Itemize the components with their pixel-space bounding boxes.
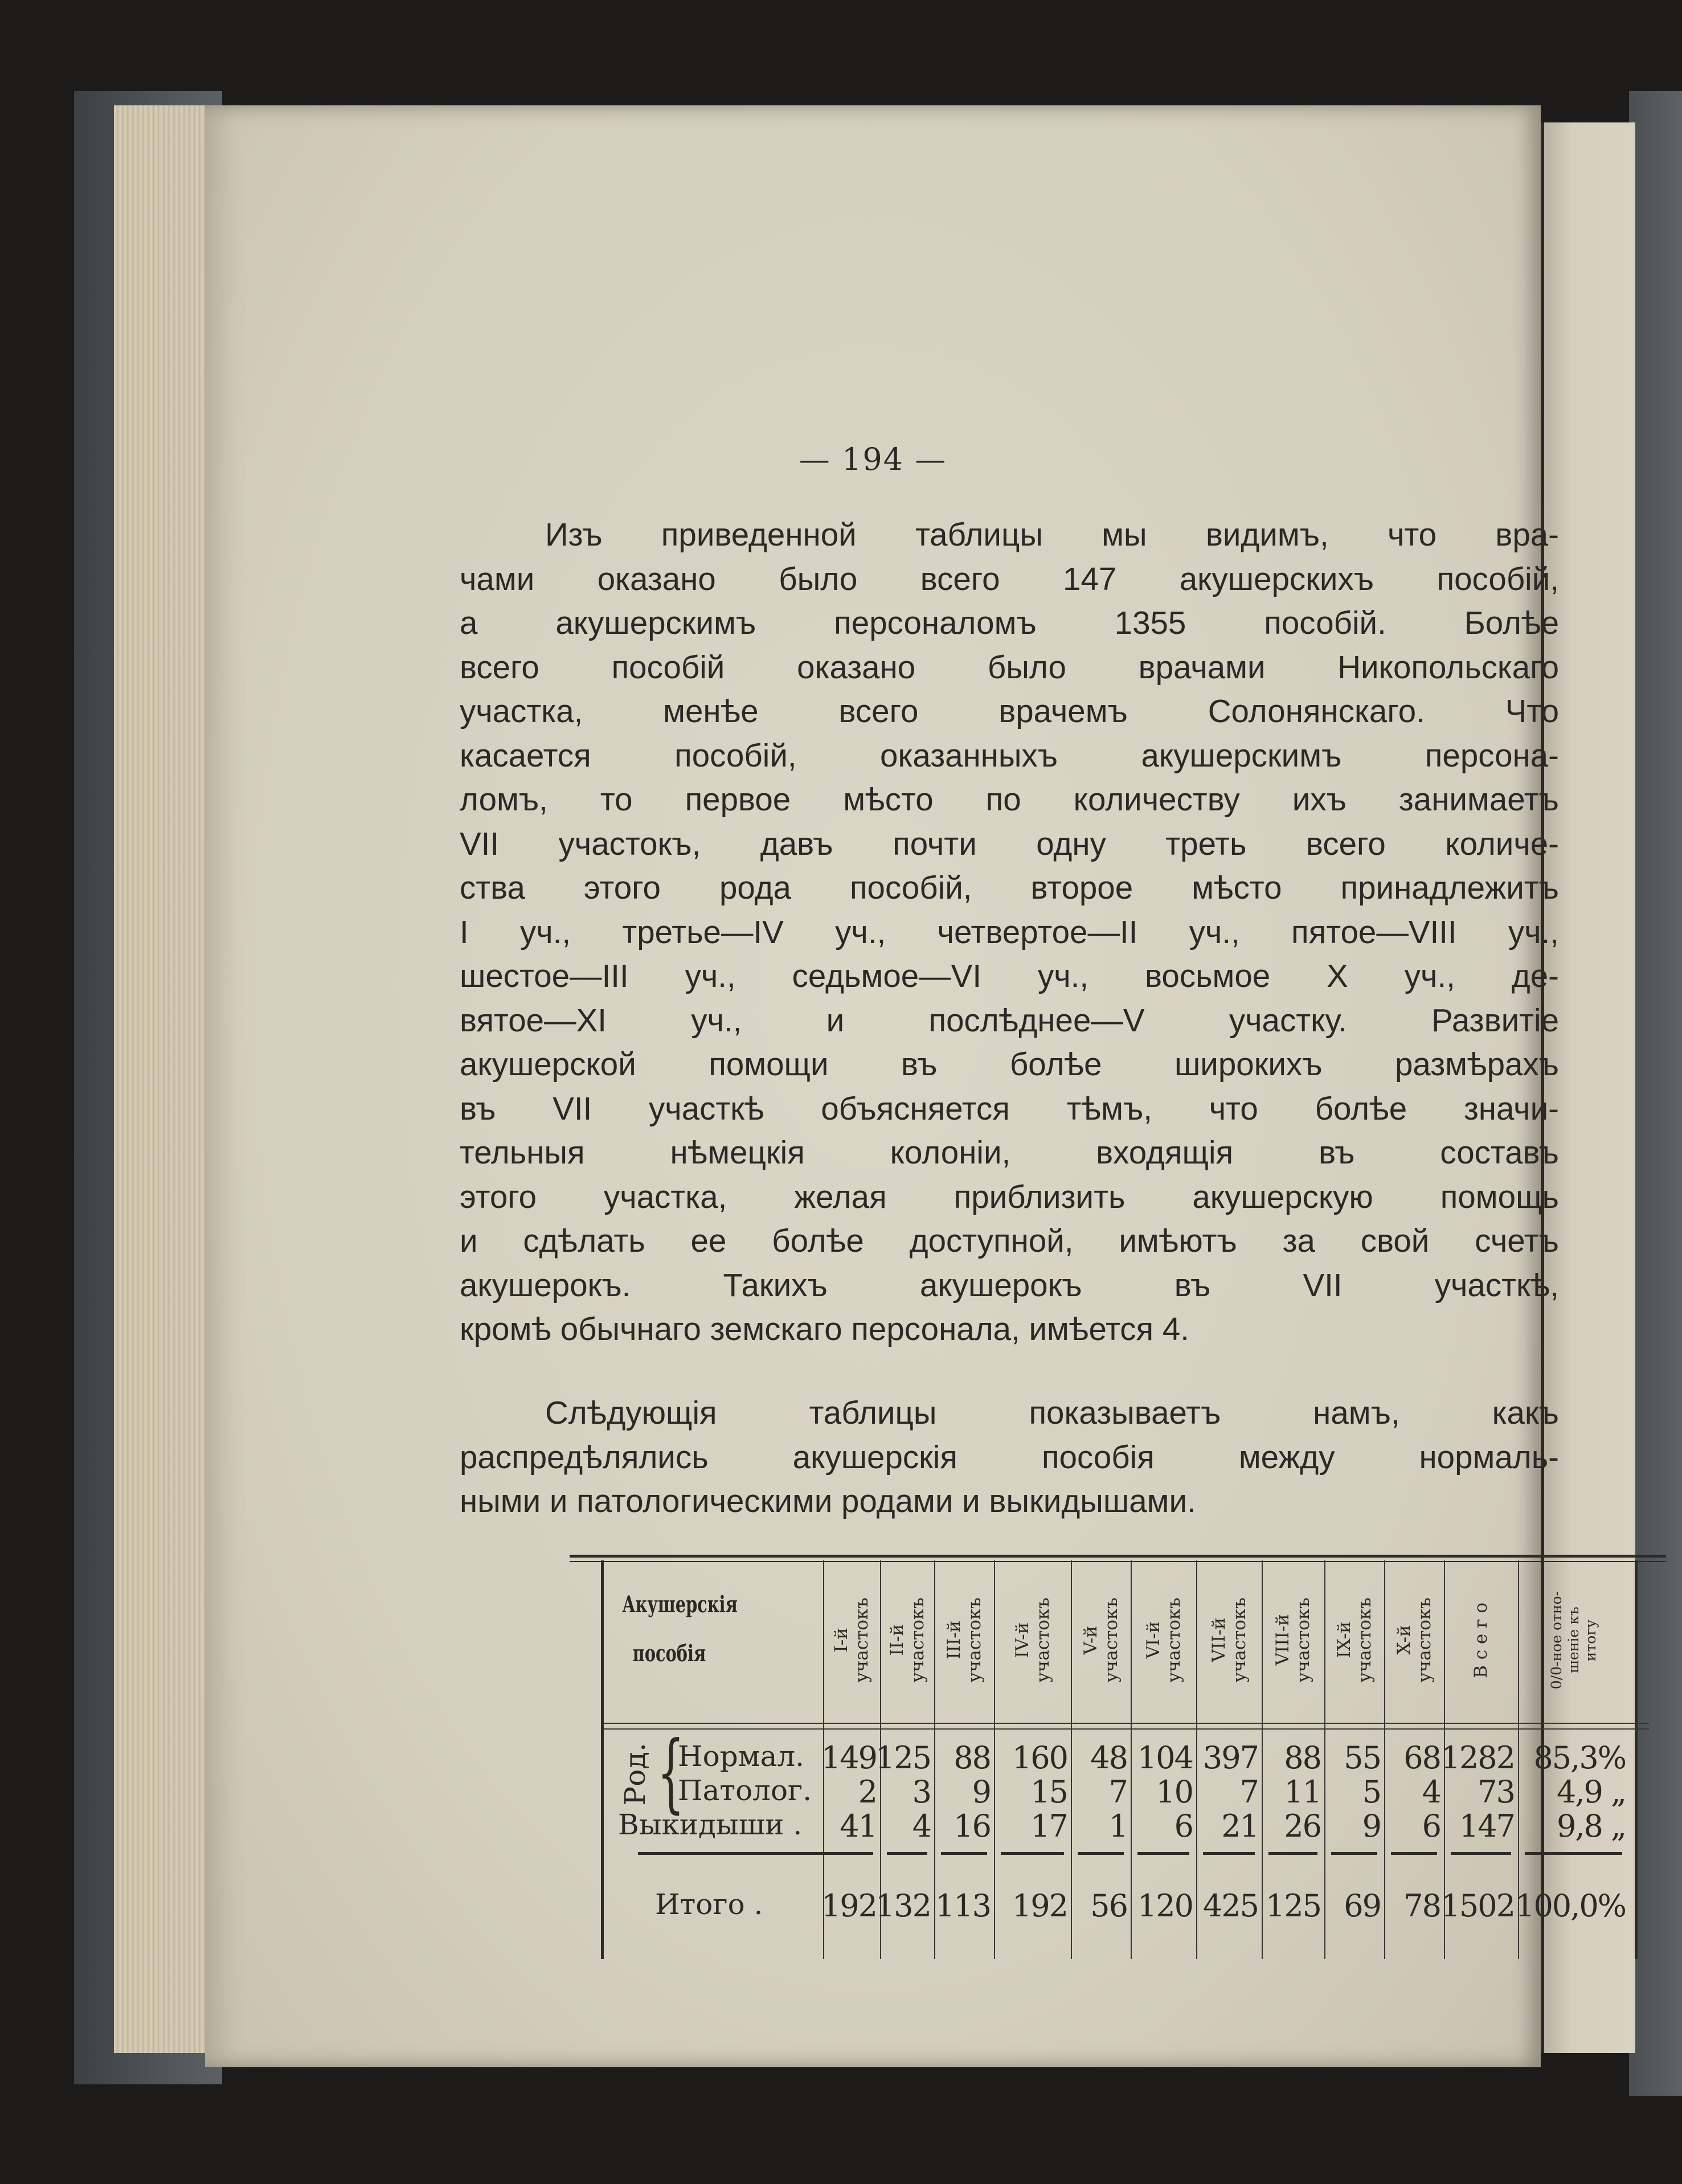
column-header: В с е г о bbox=[1471, 1602, 1491, 1678]
table-cell: 26 bbox=[1284, 1808, 1321, 1844]
text-line: ломъ, то первое мѣсто по количеству ихъ занимаетъ bbox=[460, 781, 1559, 817]
table-cell: 6 bbox=[1174, 1808, 1193, 1844]
table-cell: 85,3% bbox=[1533, 1740, 1626, 1776]
text-line: Слѣдующія таблицы показываетъ намъ, какъ bbox=[545, 1395, 1559, 1431]
total-rule bbox=[638, 1852, 832, 1855]
table-cell: 6 bbox=[1422, 1808, 1440, 1844]
page-number: — 194 — bbox=[799, 441, 947, 477]
text-line: тельныя нѣмецкія колоніи, входящія въ составъ bbox=[460, 1134, 1559, 1170]
total-rule bbox=[830, 1852, 873, 1855]
table-cell: 7 bbox=[1108, 1774, 1127, 1810]
text-line: шестое—III уч., седьмое—VI уч., восьмое X уч., де- bbox=[460, 958, 1559, 994]
table-title-line2: пособія bbox=[632, 1640, 706, 1667]
column-header: X-й участокъ bbox=[1393, 1597, 1435, 1683]
table-cell: 55 bbox=[1344, 1740, 1381, 1776]
book-page bbox=[205, 105, 1626, 2067]
text-line: участка, менѣе всего врачемъ Солонянскаго. Что bbox=[460, 693, 1559, 729]
table-cell: 104 bbox=[1137, 1740, 1193, 1776]
text-line: всего пособій оказано было врачами Никопольскаго bbox=[460, 649, 1559, 685]
table-cell: 9 bbox=[1362, 1808, 1381, 1844]
table-cell: 48 bbox=[1090, 1740, 1127, 1776]
table-cell: 125 bbox=[875, 1740, 931, 1776]
text-line: вятое—XI уч., и послѣднее—V участку. Развитіе bbox=[460, 1002, 1559, 1038]
total-rule bbox=[1001, 1852, 1064, 1855]
text-line: акушерской помощи въ болѣе широкихъ размѣрахъ bbox=[460, 1046, 1559, 1082]
table-right-border bbox=[1635, 1560, 1638, 1959]
total-cell: 125 bbox=[1265, 1888, 1321, 1924]
table-cell: 4 bbox=[912, 1808, 931, 1844]
table-cell: 15 bbox=[1030, 1774, 1067, 1810]
total-rule bbox=[887, 1852, 927, 1855]
column-header: IX-й участокъ bbox=[1333, 1597, 1375, 1683]
table-cell: 1282 bbox=[1440, 1740, 1515, 1776]
table-cell: 2 bbox=[858, 1774, 877, 1810]
table-cell: 147 bbox=[1459, 1808, 1515, 1844]
total-rule bbox=[1451, 1852, 1511, 1855]
table-cell: 5 bbox=[1362, 1774, 1381, 1810]
table-cell: 9 bbox=[972, 1774, 991, 1810]
total-cell: 132 bbox=[875, 1888, 931, 1924]
table-cell: 88 bbox=[1284, 1740, 1321, 1776]
row-label: Патолог. bbox=[678, 1774, 812, 1807]
column-header: I-й участокъ bbox=[831, 1597, 872, 1683]
total-rule bbox=[941, 1852, 987, 1855]
obstetric-aid-table bbox=[570, 1549, 1666, 1962]
column-header: VI-й участокъ bbox=[1143, 1597, 1184, 1683]
text-line: кромѣ обычнаго земскаго персонала, имѣется 4. bbox=[460, 1311, 1189, 1347]
table-cell: 68 bbox=[1403, 1740, 1440, 1776]
column-header: 0/0-ное отно- шеніе къ итогу bbox=[1548, 1591, 1599, 1690]
text-line: ства этого рода пособій, второе мѣсто принадлежитъ bbox=[460, 870, 1559, 905]
total-rule bbox=[1078, 1852, 1124, 1855]
paragraph-1 bbox=[460, 513, 1559, 1351]
total-cell: 69 bbox=[1344, 1888, 1381, 1924]
table-cell: 21 bbox=[1221, 1808, 1258, 1844]
total-label: Итого . bbox=[655, 1888, 763, 1921]
table-left-border bbox=[601, 1560, 604, 1959]
total-cell: 113 bbox=[935, 1888, 991, 1924]
table-cell: 149 bbox=[821, 1740, 877, 1776]
table-cell: 16 bbox=[953, 1808, 991, 1844]
text-line: Изъ приведенной таблицы мы видимъ, что вра- bbox=[545, 517, 1559, 552]
total-rule bbox=[1391, 1852, 1437, 1855]
total-cell: 1502 bbox=[1440, 1888, 1515, 1924]
header-divider-2 bbox=[604, 1728, 1649, 1730]
column-header: III-й участокъ bbox=[943, 1597, 985, 1683]
table-cell: 73 bbox=[1478, 1774, 1515, 1810]
total-cell: 78 bbox=[1403, 1888, 1440, 1924]
column-header: VIII-й участокъ bbox=[1272, 1597, 1313, 1683]
text-line: касается пособій, оказанныхъ акушерскимъ персона- bbox=[460, 737, 1559, 773]
rod-brace: { bbox=[657, 1723, 685, 1822]
column-header: V-й участокъ bbox=[1080, 1597, 1122, 1683]
total-rule bbox=[1203, 1852, 1255, 1855]
table-cell: 160 bbox=[1012, 1740, 1067, 1776]
total-rule bbox=[1331, 1852, 1377, 1855]
paragraph-2 bbox=[460, 1390, 1559, 1522]
text-line: и сдѣлать ее болѣе доступной, имѣютъ за свой счетъ bbox=[460, 1223, 1559, 1259]
header-divider bbox=[604, 1723, 1649, 1724]
table-top-rule bbox=[570, 1555, 1666, 1558]
table-cell: 9,8 „ bbox=[1556, 1808, 1626, 1844]
table-cell: 3 bbox=[912, 1774, 931, 1810]
column-header: IV-й участокъ bbox=[1012, 1597, 1053, 1683]
table-cell: 1 bbox=[1108, 1808, 1127, 1844]
text-line: I уч., третье—IV уч., четвертое—II уч., пятое—VIII уч., bbox=[460, 913, 1559, 950]
total-cell: 425 bbox=[1202, 1888, 1258, 1924]
total-rule bbox=[1268, 1852, 1317, 1855]
column-header: II-й участокъ bbox=[886, 1597, 928, 1683]
text-line: ными и патологическими родами и выкидышами. bbox=[460, 1483, 1196, 1519]
table-top-rule-thin bbox=[570, 1561, 1666, 1562]
table-cell: 11 bbox=[1284, 1774, 1321, 1810]
total-cell: 56 bbox=[1090, 1888, 1127, 1924]
table-title-line1: Акушерскія bbox=[622, 1591, 738, 1618]
text-line: акушерокъ. Такихъ акушерокъ въ VII участкѣ, bbox=[460, 1267, 1559, 1303]
table-cell: 4,9 „ bbox=[1556, 1774, 1626, 1810]
table-cell: 10 bbox=[1156, 1774, 1193, 1810]
table-cell: 397 bbox=[1202, 1740, 1258, 1776]
total-rule bbox=[1525, 1852, 1622, 1855]
total-rule bbox=[1137, 1852, 1189, 1855]
total-cell: 192 bbox=[821, 1888, 877, 1924]
text-line: въ VII участкѣ объясняется тѣмъ, что болѣе значи- bbox=[460, 1090, 1559, 1126]
table-cell: 17 bbox=[1030, 1808, 1067, 1844]
column-header: VII-й участокъ bbox=[1208, 1597, 1250, 1683]
rod-label: Род. bbox=[619, 1742, 652, 1806]
table-title bbox=[622, 1580, 738, 1678]
table-cell: 4 bbox=[1422, 1774, 1440, 1810]
total-cell: 100,0% bbox=[1515, 1888, 1626, 1924]
table-cell: 7 bbox=[1239, 1774, 1258, 1810]
row-label: Выкидыши . bbox=[618, 1808, 803, 1841]
text-line: а акушерскимъ персоналомъ 1355 пособій. Болѣе bbox=[460, 605, 1559, 641]
text-line: VII участокъ, давъ почти одну треть всего количе- bbox=[460, 825, 1559, 862]
table-cell: 41 bbox=[840, 1808, 877, 1844]
table-cell: 88 bbox=[953, 1740, 991, 1776]
total-cell: 192 bbox=[1012, 1888, 1067, 1924]
text-line: этого участка, желая приблизить акушерскую помощь bbox=[460, 1178, 1559, 1215]
text-line: чами оказано было всего 147 акушерскихъ пособій, bbox=[460, 560, 1559, 597]
total-cell: 120 bbox=[1137, 1888, 1193, 1924]
row-label: Нормал. bbox=[678, 1740, 805, 1773]
text-line: распредѣлялись акушерскія пособія между нормаль- bbox=[460, 1439, 1559, 1475]
